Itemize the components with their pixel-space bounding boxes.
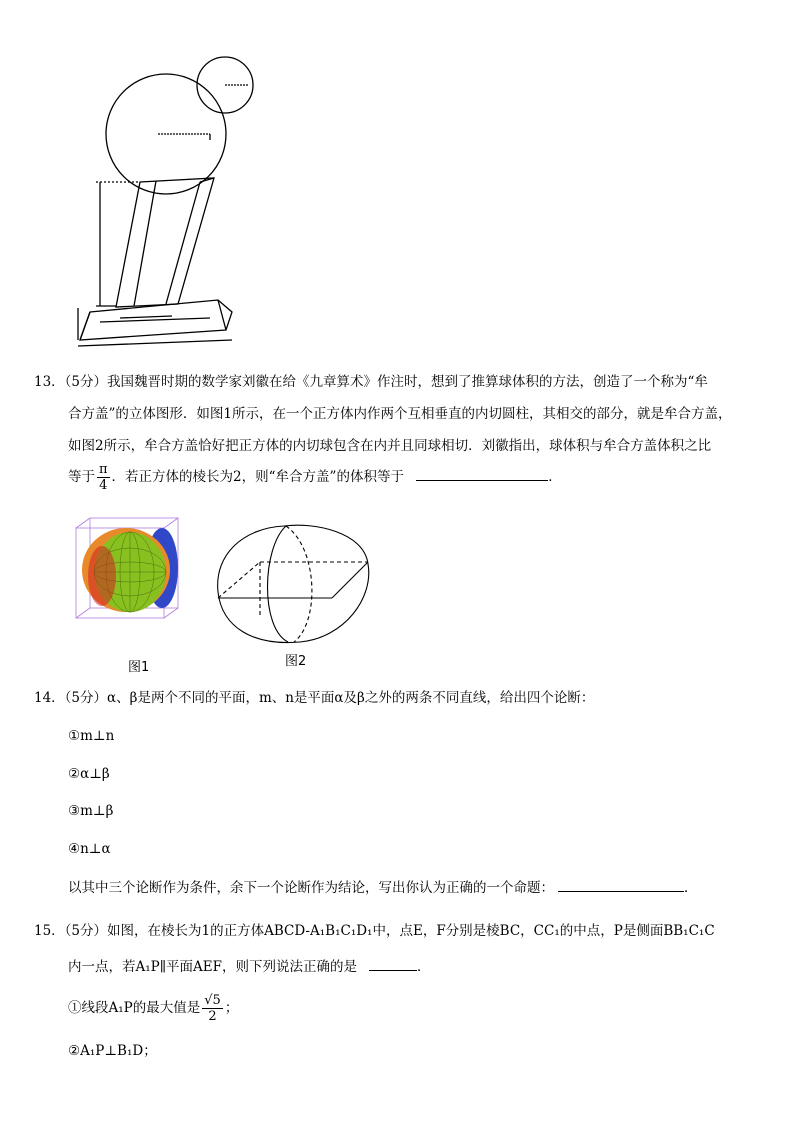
q15-line2-text: 内一点，若A₁P∥平面AEF，则下列说法正确的是 [68, 959, 357, 975]
q15-line2 [68, 956, 430, 977]
figure-1-image [72, 516, 184, 624]
q14-line1: 14．（5分）α、β是两个不同的平面，m、n是平面α及β之外的两条不同直线，给出四个论断： [34, 690, 595, 706]
fraction-denominator: 2 [208, 1009, 217, 1024]
q14-item-1: ①m⊥n [68, 728, 115, 744]
fraction-numerator: π [99, 462, 108, 477]
q15-item-1-end: ； [224, 1000, 239, 1016]
q15-line1: 15．（5分）如图，在棱长为1的正方体ABCD-A₁B₁C₁D₁中，点E，F分别是棱BC，CC₁的中点，P是侧面BB₁C₁C [34, 923, 715, 939]
q13-line3: 如图2所示，牟合方盖恰好把正方体的内切球包含在内并且同球相切．刘徽指出，球体积与牟合方盖体积之比 [68, 438, 712, 454]
q15-item-1-text: ①线段A₁P的最大值是 [68, 1000, 201, 1016]
q13-line1: 13．（5分）我国魏晋时期的数学家刘徽在给《九章算术》作注时，想到了推算球体积的方法，创造了一个称为“牟 [34, 374, 708, 390]
q13-line2: 合方盖”的立体图形．如图1所示，在一个正方体内作两个互相垂直的内切圆柱，其相交的部分，就是牟合方盖， [68, 406, 732, 422]
q15-item-2: ②A₁P⊥B₁D； [68, 1043, 157, 1059]
figure-2-caption: 图2 [285, 654, 307, 669]
q13-line4-pre: 等于 [68, 469, 95, 485]
figure-1-caption: 图1 [128, 660, 150, 675]
q14-item-3: ③m⊥β [68, 803, 114, 819]
q15-item-1 [68, 988, 238, 1028]
slanted-prism [116, 178, 214, 307]
q13-line4-end: ． [548, 469, 562, 485]
q14-answer-blank[interactable] [558, 877, 684, 892]
q15-answer-blank[interactable] [369, 956, 417, 971]
fraction-denominator: 4 [99, 478, 108, 493]
pi-over-4-fraction [97, 462, 110, 493]
q14-tail [68, 877, 698, 898]
q15-line2-end: ． [416, 959, 431, 975]
q13-answer-blank[interactable] [416, 466, 548, 481]
q14-tail-end: ． [684, 880, 698, 896]
sculpture-figure [60, 50, 260, 350]
fraction-numerator: √5 [204, 993, 221, 1008]
q13-line4-post: ．若正方体的棱长为2，则“牟合方盖”的体积等于 [111, 469, 404, 485]
q14-item-4: ④n⊥α [68, 841, 111, 857]
q14-item-2: ②α⊥β [68, 766, 110, 782]
sqrt5-over-2-fraction [202, 993, 223, 1024]
q13-line4 [68, 460, 562, 494]
q14-tail-text: 以其中三个论断作为条件，余下一个论断作为结论，写出你认为正确的一个命题： [68, 880, 554, 896]
figure-2-image [214, 518, 372, 648]
